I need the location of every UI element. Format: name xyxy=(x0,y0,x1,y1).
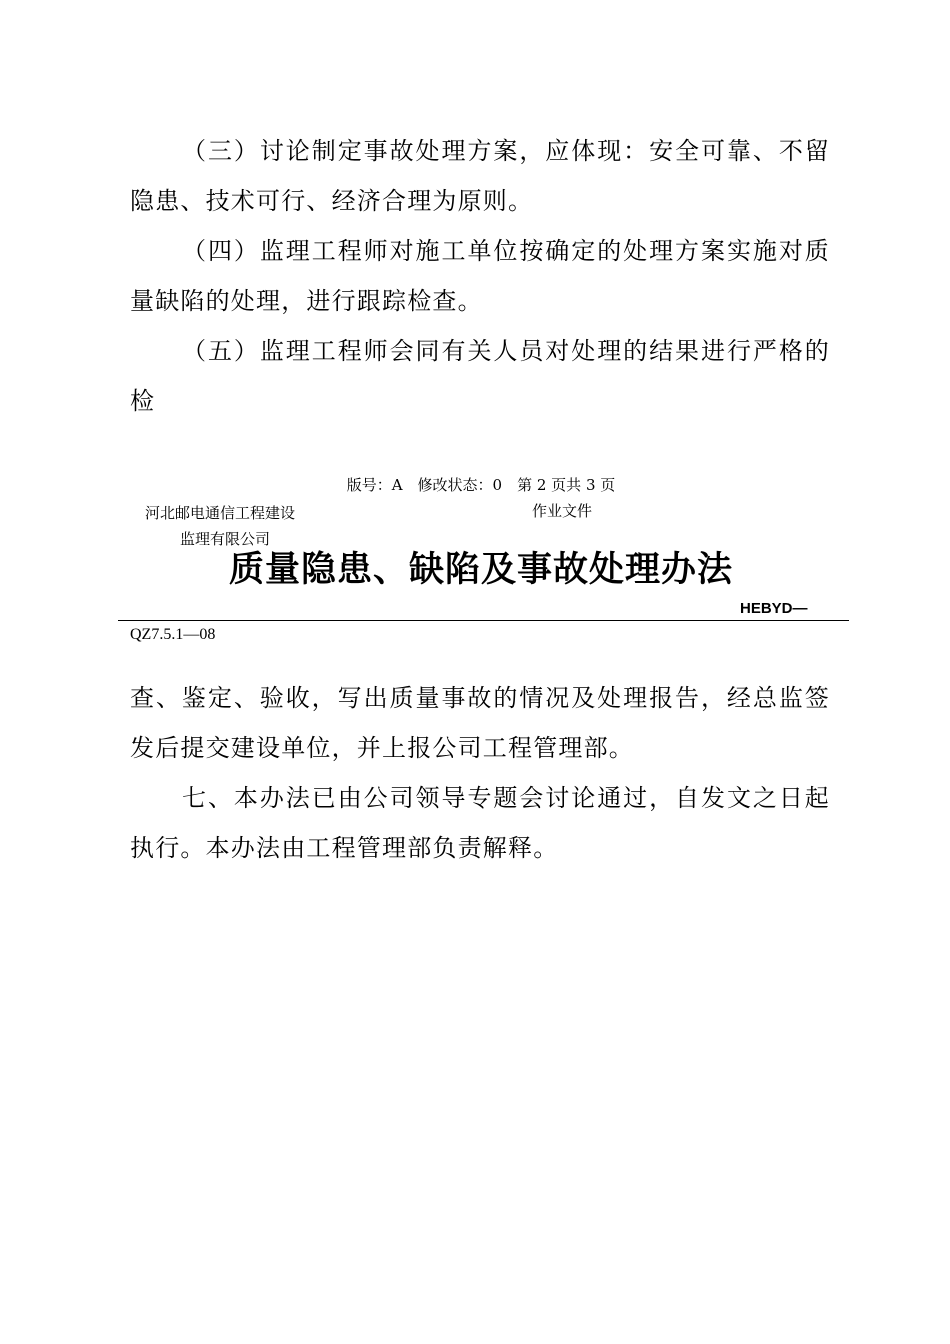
version-info: 版号：A 修改状态：0 第 2 页共 3 页 xyxy=(346,476,616,494)
document-type: 作业文件 xyxy=(532,502,593,520)
document-title: 质量隐患、缺陷及事故处理办法 xyxy=(228,549,733,590)
paragraph-item-4: （四）监理工程师对施工单位按确定的处理方案实施对质量缺陷的处理，进行跟踪检查。 xyxy=(130,237,830,315)
paragraph-item-5: （五）监理工程师会同有关人员对处理的结果进行严格的检 xyxy=(130,337,830,415)
company-name xyxy=(145,500,295,552)
company-name-line-1: 河北邮电通信工程建设 xyxy=(145,504,296,522)
paragraph-item-3: （三）讨论制定事故处理方案，应体现：安全可靠、不留隐患、技术可行、经济合理为原则。 xyxy=(130,137,830,215)
document-code-prefix: HEBYD— xyxy=(740,600,808,617)
paragraph-section-7: 七、本办法已由公司领导专题会讨论通过，自发文之日起执行。本办法由工程管理部负责解释。 xyxy=(130,784,830,862)
company-name-line-2: 监理有限公司 xyxy=(180,530,271,548)
document-code-suffix: QZ7.5.1—08 xyxy=(130,626,216,643)
header-divider xyxy=(118,620,849,621)
paragraph-continuation: 查、鉴定、验收，写出质量事故的情况及处理报告，经总监签发后提交建设单位，并上报公司工程管理部。 xyxy=(130,684,830,762)
